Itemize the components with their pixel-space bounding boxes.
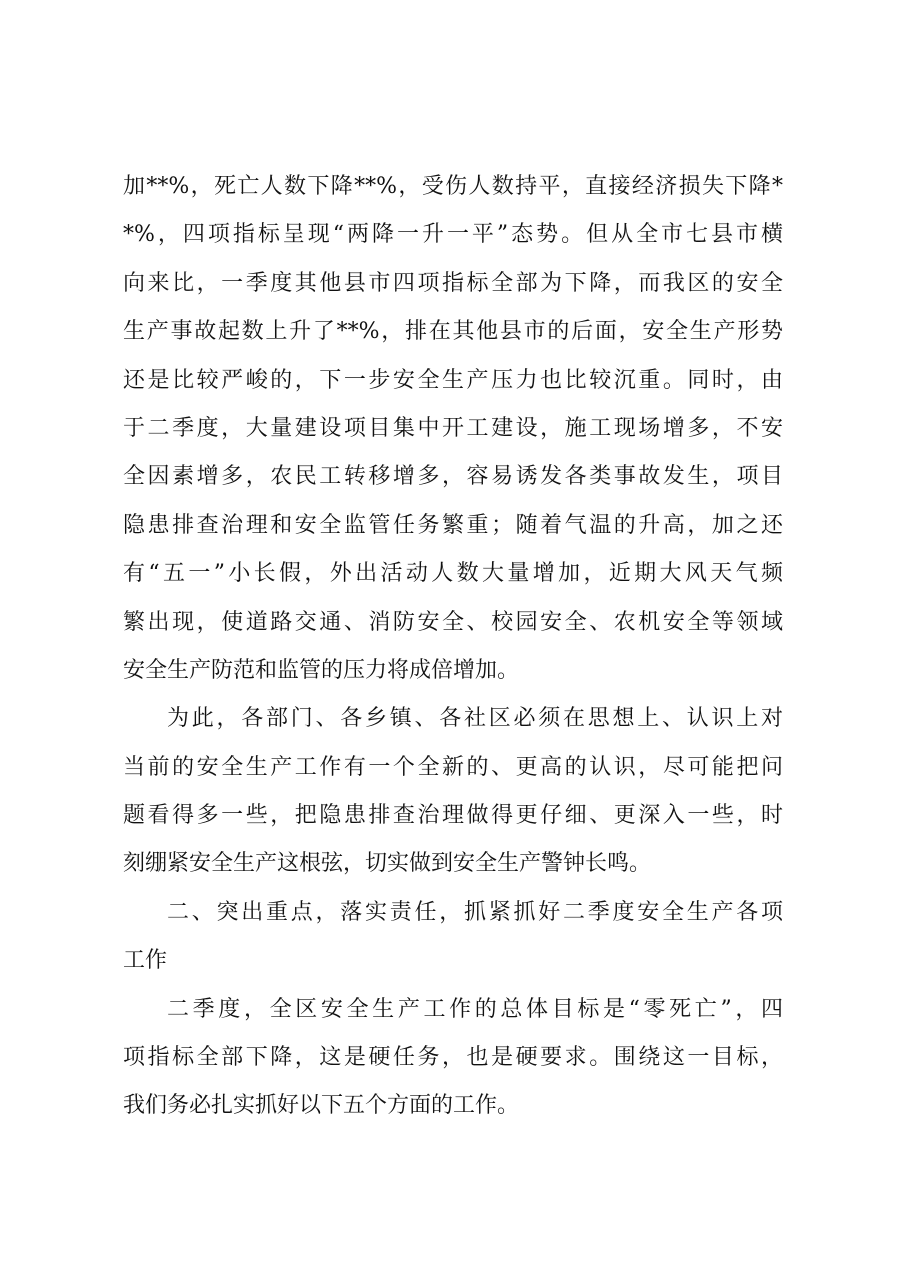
text-line: 向来比，一季度其他县市四项指标全部为下降，而我区的安全 [123,270,783,296]
text-line: 安全生产防范和监管的压力将成倍增加。 [123,657,520,683]
paragraph-goals [123,986,783,1131]
text-line: 有“五一”小长假，外出活动人数大量增加，近期大风天气频 [123,561,783,587]
text-line: 刻绷紧安全生产这根弦，切实做到安全生产警钟长鸣。 [123,851,652,877]
paragraph-awareness [123,695,783,889]
text-line: 于二季度，大量建设项目集中开工建设，施工现场增多，不安 [123,415,783,441]
document-body [123,163,783,1131]
text-line: 当前的安全生产工作有一个全新的、更高的认识，尽可能把问 [123,754,783,780]
text-line: 我们务必扎实抓好以下五个方面的工作。 [123,1093,520,1119]
text-line: 隐患排查治理和安全监管任务繁重；随着气温的升高，加之还 [123,512,783,538]
paragraph-statistics [123,163,783,695]
text-line: *%，四项指标呈现“两降一升一平”态势。但从全市七县市横 [123,222,783,248]
text-line: 工作 [123,948,168,974]
text-line: 加**%，死亡人数下降**%，受伤人数持平，直接经济损失下降* [123,174,783,199]
text-line: 项指标全部下降，这是硬任务，也是硬要求。围绕这一目标， [123,1045,783,1071]
text-line: 二、突出重点，落实责任，抓紧抓好二季度安全生产各项 [167,899,783,925]
section-heading [123,889,783,986]
text-line: 为此，各部门、各乡镇、各社区必须在思想上、认识上对 [167,706,783,732]
text-line: 题看得多一些，把隐患排查治理做得更仔细、更深入一些，时 [123,803,783,829]
text-line: 还是比较严峻的，下一步安全生产压力也比较沉重。同时，由 [123,367,783,393]
text-line: 二季度，全区安全生产工作的总体目标是“零死亡”，四 [167,996,783,1022]
text-line: 全因素增多，农民工转移增多，容易诱发各类事故发生，项目 [123,464,783,490]
text-line: 生产事故起数上升了**%，排在其他县市的后面，安全生产形势 [123,319,783,345]
text-line: 繁出现，使道路交通、消防安全、校园安全、农机安全等领域 [123,609,783,635]
